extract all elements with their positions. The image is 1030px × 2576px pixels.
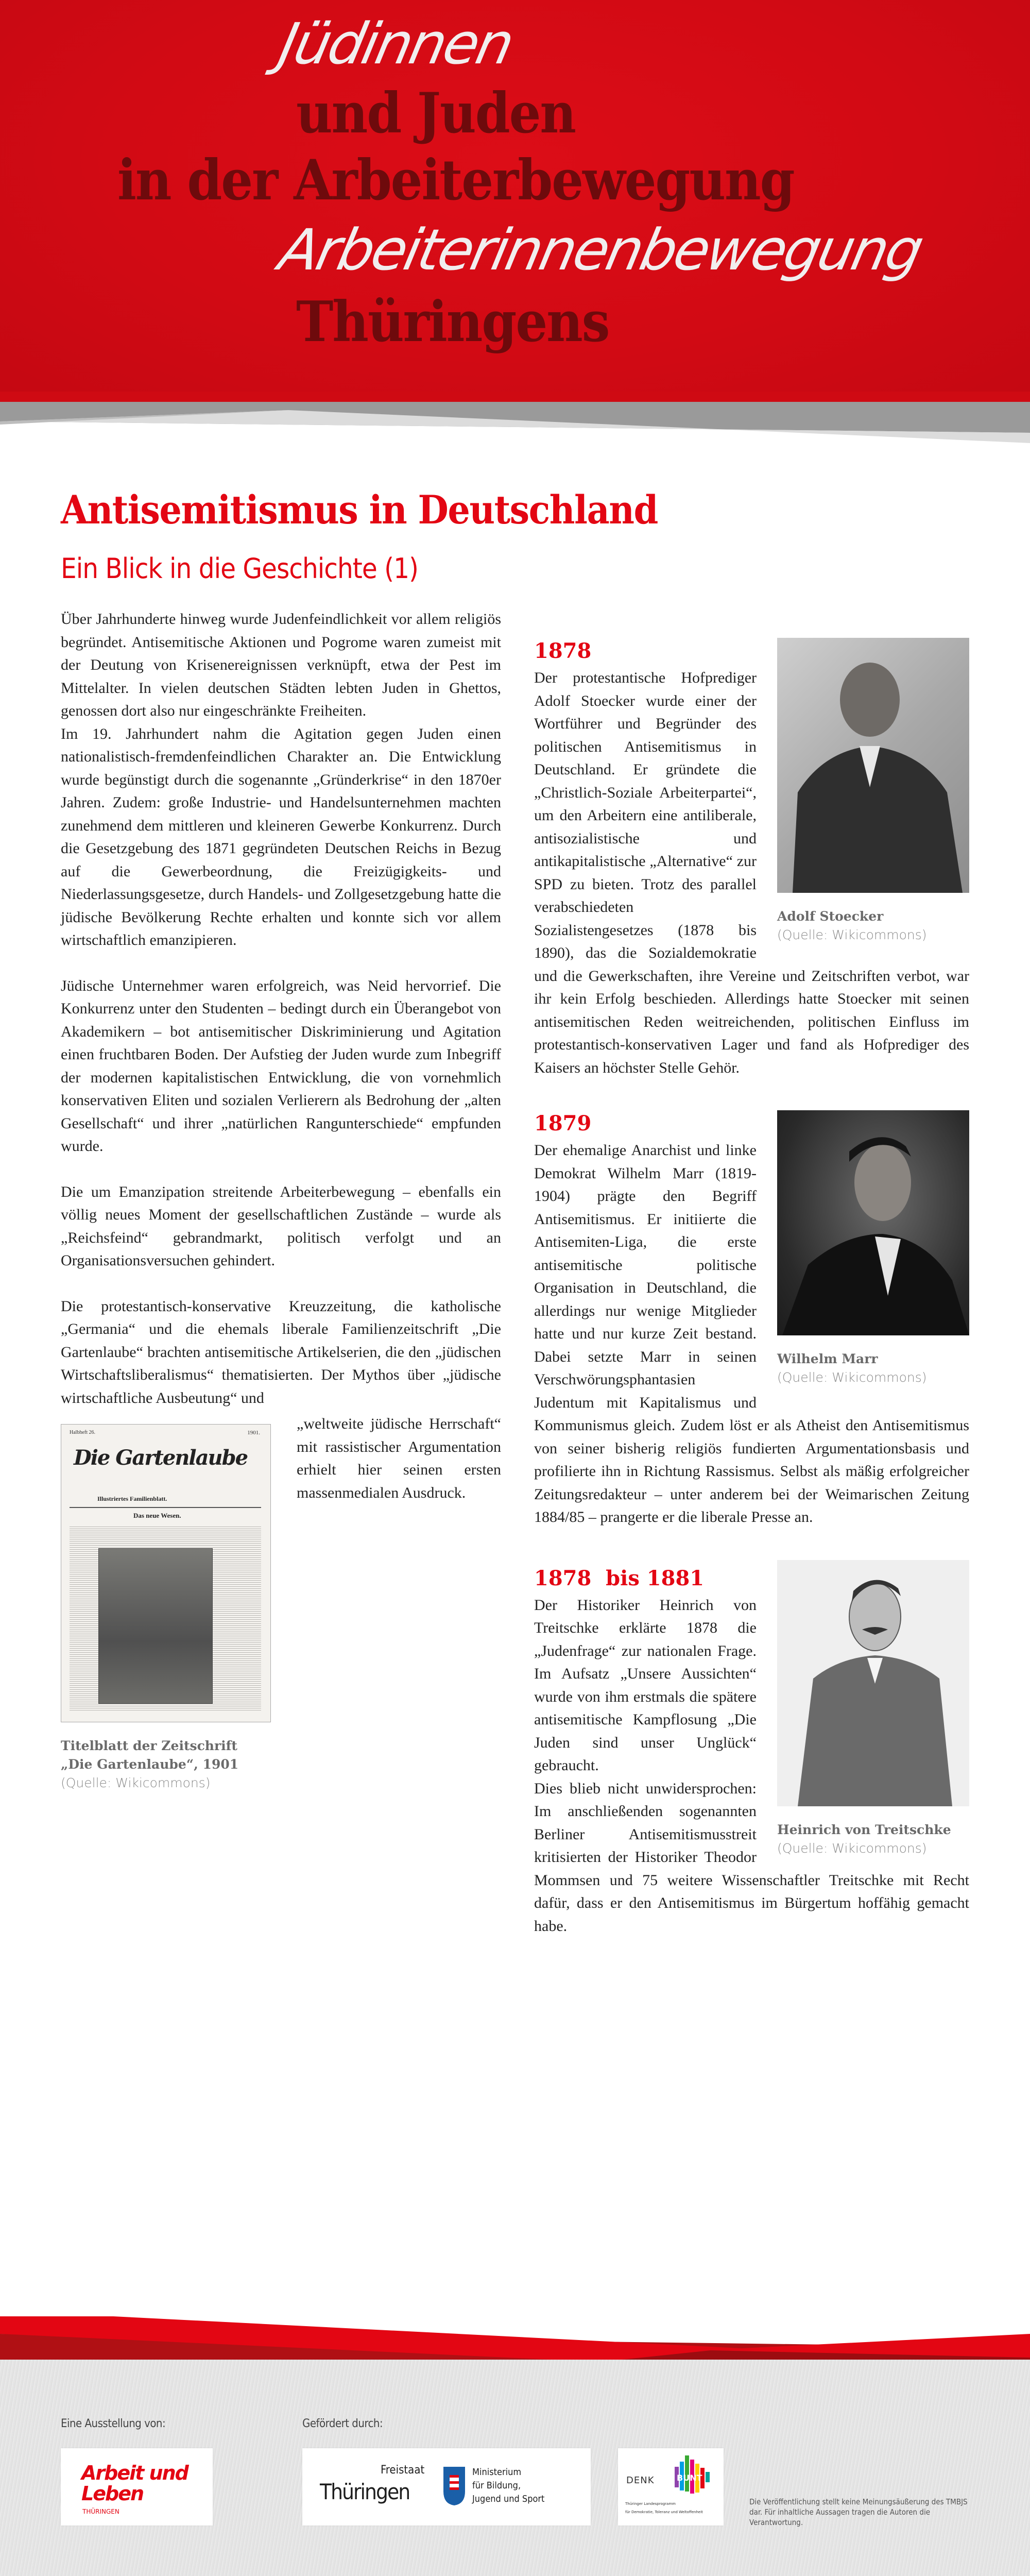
footer xyxy=(0,2360,1030,2576)
gartenlaube-title-page-image xyxy=(61,1424,271,1722)
gartenlaube-story-title: Das neue Wesen. xyxy=(133,1512,181,1519)
paragraph-labour-movement: Die um Emanzipation streitende Arbeiterbewegung – ebenfalls ein völlig neues Moment der gesellschaftlichen Zustände – wurde als „Reichsfeind“ gebrandmarkt, politisch verfolgt und an Organisationsversuchen gehindert. xyxy=(61,1183,501,1269)
section-1879 xyxy=(534,1110,969,1529)
exhibition-label: Eine Ausstellung von: xyxy=(61,2417,166,2430)
logo-arbeit-und-leben-line1: Arbeit und xyxy=(81,2462,188,2484)
caption-source: (Quelle: Wikicommons) xyxy=(777,927,927,942)
gartenlaube-caption-line2: „Die Gartenlaube“, 1901 xyxy=(61,1757,239,1772)
portrait-heinrich-von-treitschke xyxy=(777,1560,969,1806)
disclaimer: Die Veröffentlichung stellt keine Meinungsäußerung des TMBJS dar. Für inhaltliche Aussagen tragen die Autoren die Verantwortung. xyxy=(749,2497,968,2527)
footer-red-band xyxy=(0,2316,1030,2363)
caption-name: Heinrich von Treitschke xyxy=(777,1822,951,1837)
caption-name: Wilhelm Marr xyxy=(777,1351,878,1366)
funded-label: Gefördert durch: xyxy=(302,2417,383,2430)
section-text: Der Historiker Heinrich von Treitschke erklärte 1878 die „Judenfrage“ zur nationalen Frage. Im Aufsatz „Unsere Aussichten“ wurde von ihm erstmals die spätere antisemitische Kampflosung „Die Juden sind unser Unglück“ gebraucht. xyxy=(534,1596,757,1774)
logo-denkbunt-line1: Thüringer Landesprogramm xyxy=(625,2502,676,2506)
section-year: 1879 xyxy=(534,1111,592,1136)
paragraph-jewish-entrepreneurs: Jüdische Unternehmer waren erfolgreich, was Neid hervorrief. Die Konkurrenz unter den Studenten – bedingt durch ein Überangebot von Akademikern – bot antisemitischer Diskriminierung und Agitation einen fruchtbaren Boden. Der Aufstieg der Juden wurde zum Inbegriff der modernen kapitalistischen Entwicklung, die von vornehmlich konservativen Eliten und sozialen Verlierern als Bedrohung der „alten Gesellschaft“ und ihrer „natürlichen Rangunterschiede“ empfunden wurde. xyxy=(61,977,501,1155)
gartenlaube-issue: Halbheft 26. xyxy=(70,1430,95,1435)
logo-arbeit-und-leben xyxy=(61,2448,213,2526)
header-banner xyxy=(0,0,1030,402)
gartenlaube-caption-line1: Titelblatt der Zeitschrift xyxy=(61,1738,237,1753)
paragraph-intro: Über Jahrhunderte hinweg wurde Judenfeindlichkeit vor allem religiös begründet. Antisemitische Aktionen und Pogrome waren zumeist mit der Deutung von Krisenereignissen verknüpft, etwa der Pest im Mittelalter. In vielen deutschen Städten lebten Juden in Ghettos, genossen dort also nur eingeschränkte Freiheiten. xyxy=(61,611,501,719)
left-column xyxy=(61,608,501,1798)
logo-denkbunt xyxy=(618,2448,724,2526)
paragraph-press-continued: „weltweite jüdische Herrschaft“ mit rassistischer Argumentation erhielt hier seinen ersten massenmedialen Ausdruck. xyxy=(297,1415,501,1501)
header-grey-band xyxy=(0,392,1030,448)
logo-ministry-line1: Ministerium xyxy=(472,2467,522,2478)
gartenlaube-masthead: Die Gartenlaube xyxy=(74,1446,248,1470)
gartenlaube-caption-source: (Quelle: Wikicommons) xyxy=(61,1775,211,1790)
header-title-thueringens: Thüringens xyxy=(296,290,609,354)
page-title: Antisemitismus in Deutschland xyxy=(61,487,658,533)
gartenlaube-figure xyxy=(61,1424,271,1792)
right-column xyxy=(534,638,969,1938)
figure-marr xyxy=(777,1110,969,1387)
header-script-arbeiterinnenbewegung: Arbeiterinnenbewegung xyxy=(273,217,928,283)
section-text: Der ehemalige Anarchist und linke Demokrat Wilhelm Marr (1819-1904) prägte den Begriff Antisemitismus. Er initiierte die Antisemiten-Liga, die erste antisemitische politische Organisation in Deutschland, die allerdings nur wenige Mitglieder hatte und nur kurze Zeit bestand. Dabei setzte Marr in seinen Verschwörungsphantasien Judentum mit Kapitalismus und Kommunismus gleich. Zudem löst er als Atheist den Antisemitismus von seiner bisherig religiös fundierten Argumentationsbasis und profilierte ihn in Richtung Rassismus. Selbst als mäßig erfolgreicher Zeitungsredakteur – unter anderem bei der Weimarischen Zeitung 1884/85 – prangerte er die liberale Presse an. xyxy=(534,1142,969,1526)
logo-arbeit-und-leben-line2: Leben xyxy=(81,2482,144,2505)
thuringia-coat-of-arms-icon xyxy=(442,2466,466,2506)
logo-thueringen-name: Thüringen xyxy=(320,2479,410,2504)
page-subtitle: Ein Blick in die Geschichte (1) xyxy=(61,552,418,585)
section-year: 1878 bis 1881 xyxy=(534,1566,705,1590)
logo-ministry-line2: für Bildung, xyxy=(472,2480,521,2491)
person-silhouette-icon xyxy=(777,1110,969,1335)
logo-denkbunt-line2: für Demokratie, Toleranz und Weltoffenheit xyxy=(625,2510,703,2514)
figure-treitschke xyxy=(777,1560,969,1858)
paragraph-19th-century: Im 19. Jahrhundert nahm die Agitation gegen Juden einen nationalistisch-fremdenfeindlichen Charakter an. Die Entwicklung wurde begünstigt durch die sogenannte „Gründerkrise“ in den 1870er Jahren. Zudem: große Industrie- und Handelsunternehmen machten zunehmend dem mittleren und kleineren Gewerbe Konkurrenz. Durch die Gesetzgebung des 1871 gegründeten Deutschen Reichs in Bezug auf die Gewerbeordnung, die Freizügigkeits- und Niederlassungsgesetze, durch Handels- und Zollgesetzgebung hatte die jüdische Bevölkerung Rechte erhalten und konnte sich vor allem wirtschaftlich emanzipieren. xyxy=(61,725,501,948)
person-silhouette-icon xyxy=(777,1560,969,1806)
section-text-continued: Dies blieb nicht unwidersprochen: Im anschließenden sogenannten Berliner Antisemitismusstreit kritisierten der Historiker Theodor Mommsen und 75 weitere Wissenschaftler Treitschke mit Recht dafür, dass er den Antisemitismus im Bürgertum hoffähig gemacht habe. xyxy=(534,1780,969,1935)
header-script-juedinnen: Jüdinnen xyxy=(273,11,518,77)
logo-denk: DENK xyxy=(626,2475,655,2486)
portrait-wilhelm-marr xyxy=(777,1110,969,1335)
figure-stoecker xyxy=(777,638,969,944)
logo-arbeit-und-leben-region: THÜRINGEN xyxy=(82,2508,119,2515)
caption-source: (Quelle: Wikicommons) xyxy=(777,1370,927,1385)
paragraph-press: Die protestantisch-konservative Kreuzzeitung, die katholische „Germania“ und die ehemals liberale Familienzeitschrift „Die Gartenlaube“ brachten antisemitische Artikelserien, die den „jüdischen Wirtschaftsliberalismus“ thematisierten. Der Mythos über „jüdische wirtschaftliche Ausbeutung“ und xyxy=(61,1297,501,1406)
section-1878-1881 xyxy=(534,1560,969,1938)
logo-ministry-line3: Jugend und Sport xyxy=(472,2494,545,2504)
logo-freistaat: Freistaat xyxy=(381,2464,425,2477)
logo-freistaat-thueringen xyxy=(302,2448,591,2526)
section-1878 xyxy=(534,638,969,1079)
logo-bunt: BUNT xyxy=(677,2473,702,2483)
caption-name: Adolf Stoecker xyxy=(777,909,884,924)
person-silhouette-icon xyxy=(777,638,969,893)
portrait-adolf-stoecker xyxy=(777,638,969,893)
section-text: Der protestantische Hofprediger Adolf Stoecker wurde einer der Wortführer und Begründer des politischen Antisemitismus in Deutschland. Er gründete die „Christlich-Soziale Arbeiterpartei“, um den Arbeitern eine antiliberale, antisozialistische und antikapitalistische „Alternative“ zur SPD zu bieten. Trotz des parallel verabschiedeten Sozialistengesetzes (1878 bis 1890), das die Sozialdemokratie und die Gewerkschaften, ihre Vereine und Zeitschriften verbot, war ihr kein Erfolg beschieden. Allerdings hatte Stoecker mit seinen antisemitischen Reden weitreichenden, politischen Einfluss im protestantisch-konservativen Lager und fand als Hofprediger des Kaisers an höchster Stelle Gehör. xyxy=(534,669,969,1076)
gartenlaube-subtitle: Illustriertes Familienblatt. xyxy=(97,1495,167,1502)
caption-source: (Quelle: Wikicommons) xyxy=(777,1840,927,1856)
header-title-arbeiterbewegung: in der Arbeiterbewegung xyxy=(117,148,794,213)
header-title-und-juden: und Juden xyxy=(296,81,576,146)
section-year: 1878 xyxy=(534,639,592,663)
gartenlaube-year: 1901. xyxy=(247,1430,260,1436)
